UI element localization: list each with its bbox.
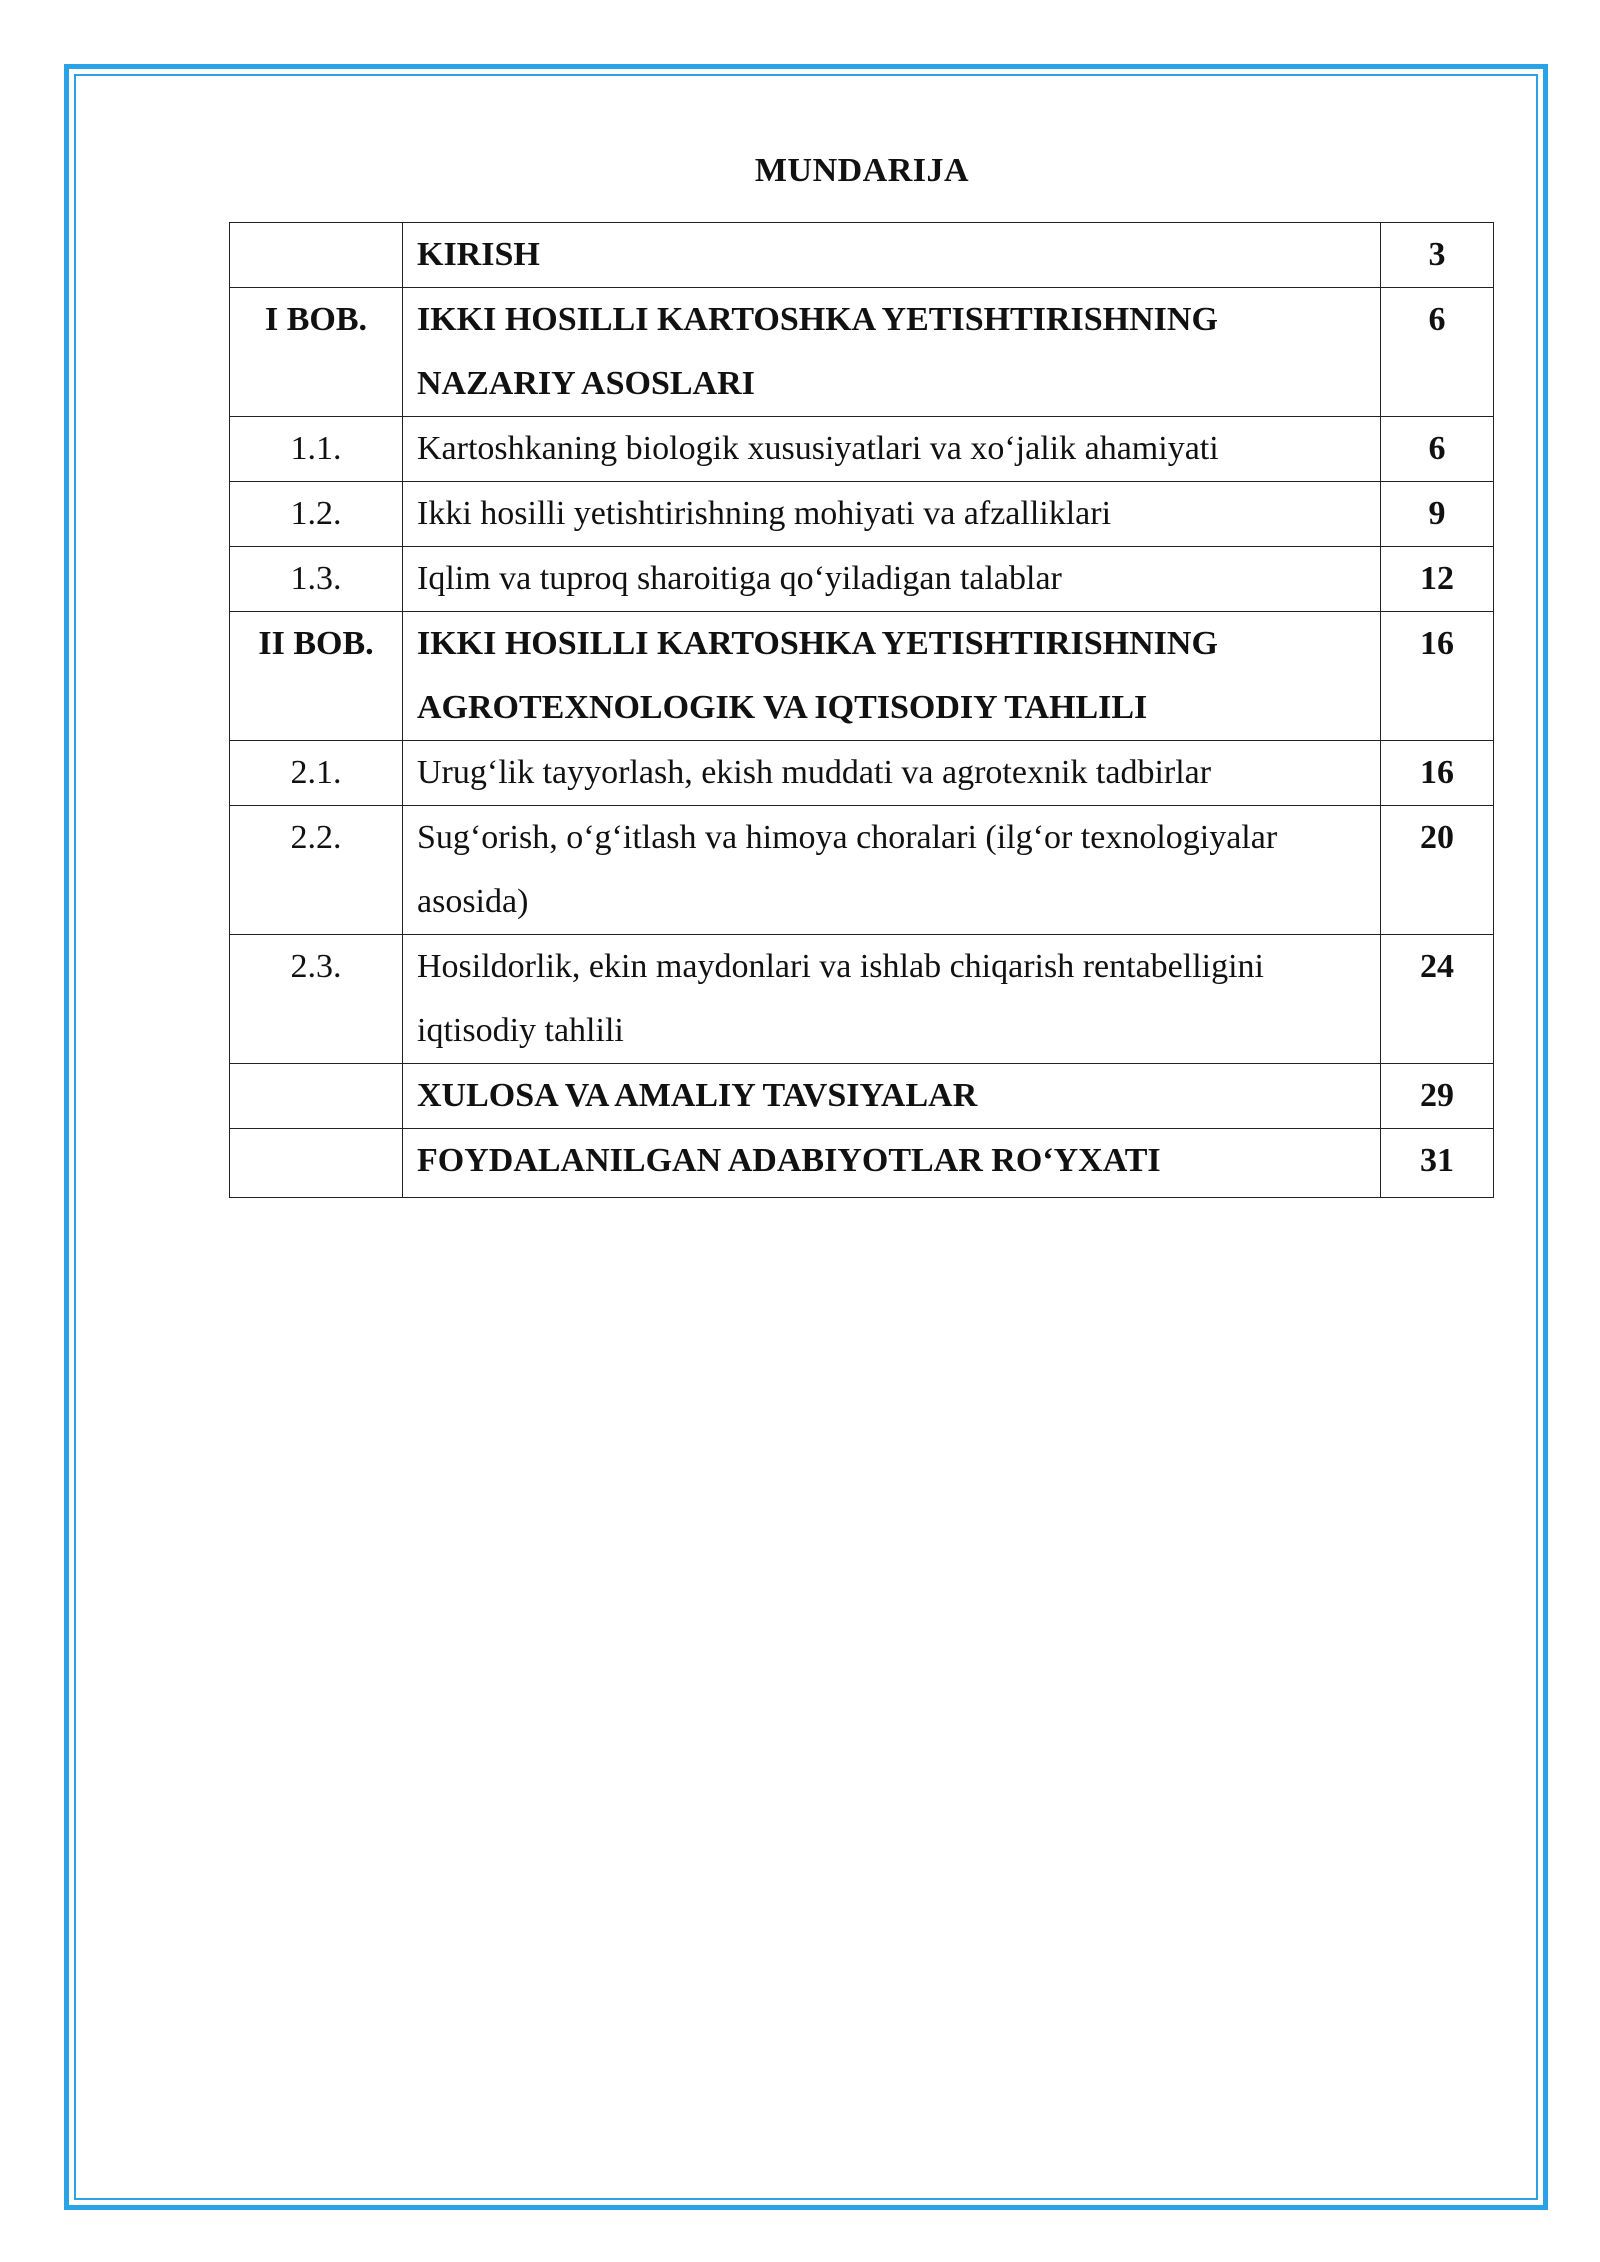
toc-row-chapter-2 — [230, 612, 1494, 741]
toc-section-title: IKKI HOSILLI KARTOSHKA YETISHTIRISHNING AGROTEXNOLOGIK VA IQTISODIY TAHLILI — [403, 612, 1381, 741]
toc-section-title: FOYDALANILGAN ADABIYOTLAR RO‘YXATI — [403, 1129, 1381, 1198]
toc-section-number: I BOB. — [230, 288, 403, 417]
toc-row-1-1 — [230, 417, 1494, 482]
toc-section-number: II BOB. — [230, 612, 403, 741]
toc-section-number: 2.3. — [230, 935, 403, 1064]
toc-row-2-2 — [230, 806, 1494, 935]
toc-section-title: Urug‘lik tayyorlash, ekish muddati va agrotexnik tadbirlar — [403, 741, 1381, 806]
toc-section-title: Hosildorlik, ekin maydonlari va ishlab chiqarish rentabelligini iqtisodiy tahlili — [403, 935, 1381, 1064]
toc-row-xulosa — [230, 1064, 1494, 1129]
toc-page-number: 9 — [1381, 482, 1494, 547]
toc-section-number: 2.1. — [230, 741, 403, 806]
toc-page-number: 16 — [1381, 741, 1494, 806]
toc-row-2-3 — [230, 935, 1494, 1064]
toc-section-number — [230, 1129, 403, 1198]
toc-section-number — [230, 1064, 403, 1129]
toc-page-number: 16 — [1381, 612, 1494, 741]
toc-page-number: 12 — [1381, 547, 1494, 612]
toc-page-number: 24 — [1381, 935, 1494, 1064]
toc-section-title: Ikki hosilli yetishtirishning mohiyati va afzalliklari — [403, 482, 1381, 547]
toc-section-title: Iqlim va tuproq sharoitiga qo‘yiladigan talablar — [403, 547, 1381, 612]
toc-section-title: Sug‘orish, o‘g‘itlash va himoya choralari (ilg‘or texnologiyalar asosida) — [403, 806, 1381, 935]
toc-page-number: 20 — [1381, 806, 1494, 935]
toc-row-adabiyotlar — [230, 1129, 1494, 1198]
toc-section-title: KIRISH — [403, 223, 1381, 288]
toc-section-number: 1.1. — [230, 417, 403, 482]
toc-row-kirish — [230, 223, 1494, 288]
toc-row-1-3 — [230, 547, 1494, 612]
toc-section-title: IKKI HOSILLI KARTOSHKA YETISHTIRISHNING NAZARIY ASOSLARI — [403, 288, 1381, 417]
toc-page-number: 31 — [1381, 1129, 1494, 1198]
toc-row-2-1 — [230, 741, 1494, 806]
toc-section-number — [230, 223, 403, 288]
document-title: MUNDARIJA — [754, 152, 970, 189]
toc-row-1-2 — [230, 482, 1494, 547]
toc-section-number: 1.2. — [230, 482, 403, 547]
toc-page-number: 6 — [1381, 417, 1494, 482]
toc-page-number: 3 — [1381, 223, 1494, 288]
toc-section-title: XULOSA VA AMALIY TAVSIYALAR — [403, 1064, 1381, 1129]
toc-section-number: 1.3. — [230, 547, 403, 612]
toc-section-title: Kartoshkaning biologik xususiyatlari va xo‘jalik ahamiyati — [403, 417, 1381, 482]
toc-section-number: 2.2. — [230, 806, 403, 935]
toc-page-number: 6 — [1381, 288, 1494, 417]
toc-page-number: 29 — [1381, 1064, 1494, 1129]
table-of-contents — [229, 222, 1494, 1198]
toc-row-chapter-1 — [230, 288, 1494, 417]
